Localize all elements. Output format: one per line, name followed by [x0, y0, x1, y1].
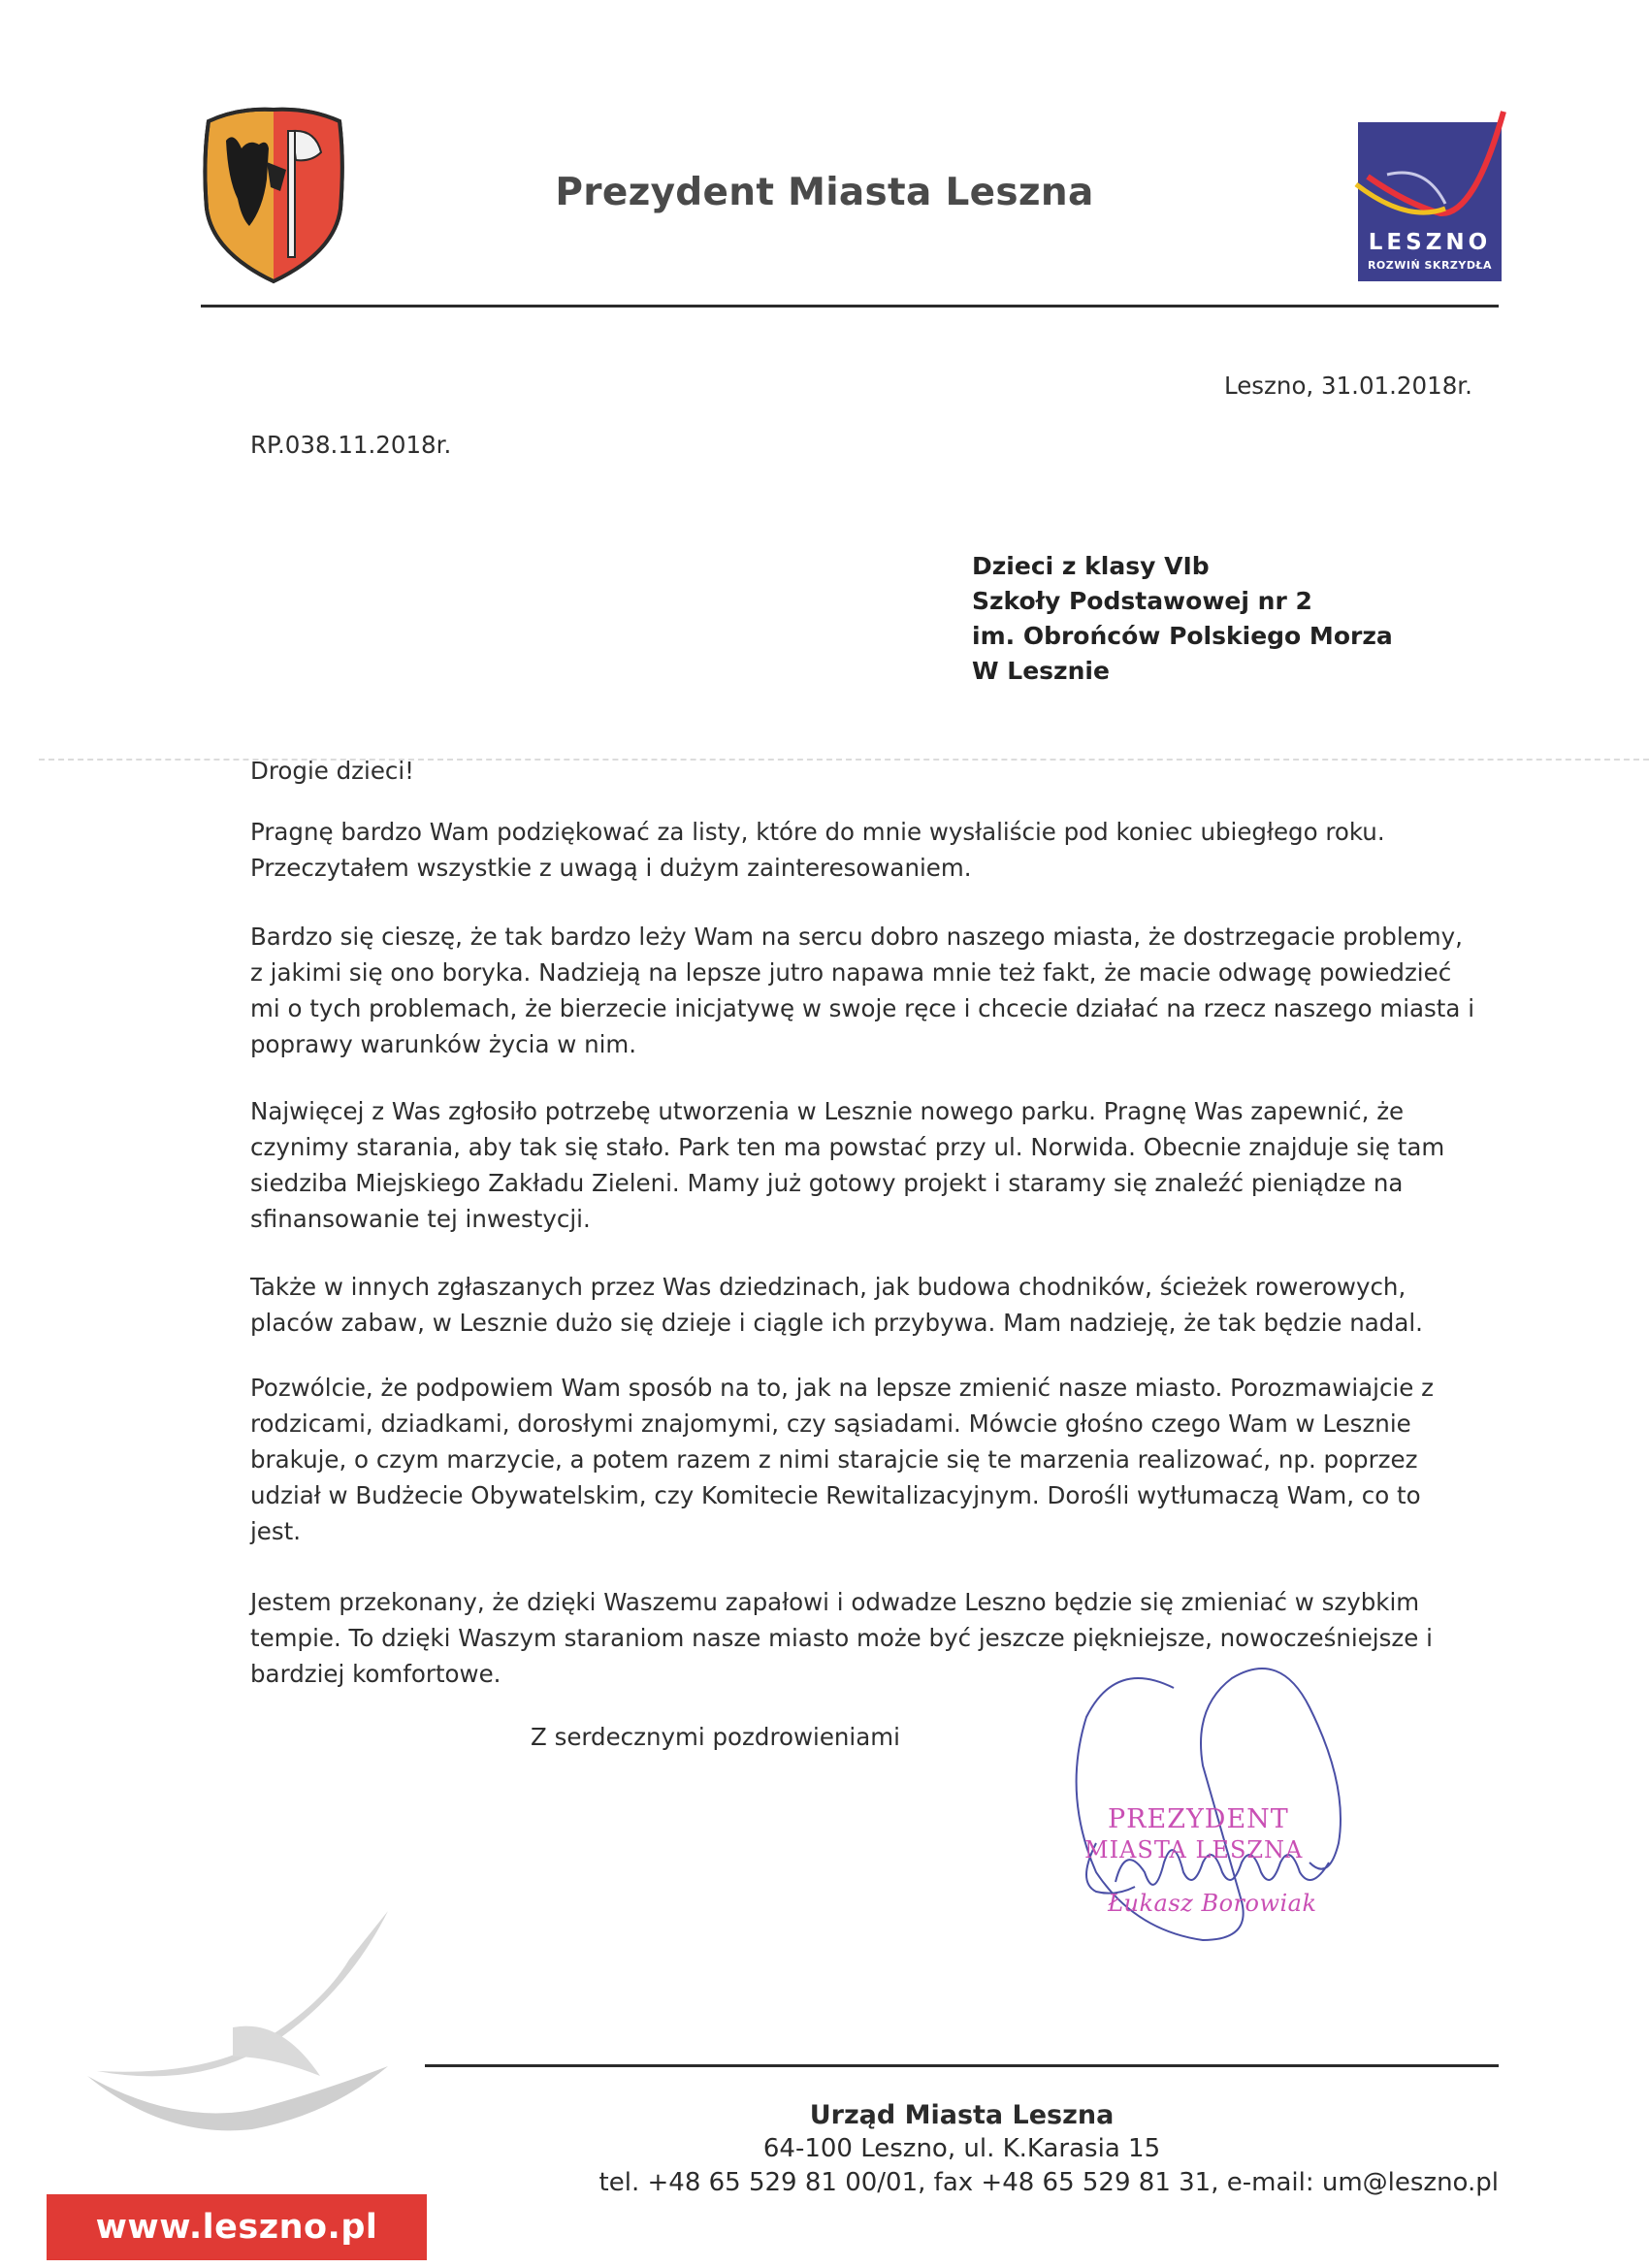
letter-paragraph: [250, 919, 1475, 1062]
stamp-city: MIASTA LESZNA: [1084, 1836, 1304, 1863]
paragraph-line: udział w Budżecie Obywatelskim, czy Komitecie Rewitalizacyjnym. Dorośli wytłumaczą Wam, co to: [250, 1481, 1421, 1509]
stamp-title: PREZYDENT: [1108, 1804, 1289, 1834]
office-address: 64-100 Leszno, ul. K.Karasia 15: [762, 2134, 1161, 2163]
paragraph-line: rodzicami, dziadkami, dorosłymi znajomymi, czy sąsiadami. Mówcie głośno czego Wam w Lesznie: [250, 1409, 1411, 1438]
greeting: Drogie dzieci!: [250, 757, 414, 785]
website-link[interactable]: www.leszno.pl: [95, 2208, 378, 2247]
paragraph-line: siedziba Miejskiego Zakładu Zieleni. Mamy już gotowy projekt i staramy się znaleźć pieniądze na: [250, 1169, 1404, 1197]
footer-divider: [425, 2064, 1499, 2067]
paragraph-line: tempie. To dzięki Waszym staraniom nasze miasto może być jeszcze piękniejsze, nowocześniejsze i: [250, 1624, 1433, 1652]
letter-paragraph: [250, 1370, 1472, 1549]
letter-paragraph: [250, 1269, 1472, 1341]
paragraph-line: Pragnę bardzo Wam podziękować za listy, które do mnie wysłaliście pod koniec ubiegłego roku.: [250, 818, 1385, 846]
paragraph-line: jest.: [250, 1517, 302, 1545]
letter-paragraph: [250, 814, 1472, 886]
closing-phrase: Z serdecznymi pozdrowieniami: [531, 1723, 900, 1751]
reference-number: RP.038.11.2018r.: [250, 431, 452, 459]
recipient-line: im. Obrońców Polskiego Morza: [972, 622, 1393, 650]
recipient-line: Dzieci z klasy VIb: [972, 552, 1210, 580]
paragraph-line: Bardzo się cieszę, że tak bardzo leży Wam na sercu dobro naszego miasta, że dostrzegacie problemy,: [250, 923, 1463, 951]
header-divider: [201, 305, 1499, 308]
leszno-logo: [1358, 107, 1502, 281]
letterhead-title: Prezydent Miasta Leszna: [555, 171, 1094, 214]
website-badge: [47, 2194, 427, 2260]
paragraph-line: bardziej komfortowe.: [250, 1660, 501, 1688]
wings-icon: [1348, 107, 1508, 223]
paragraph-line: sfinansowanie tej inwestycji.: [250, 1205, 591, 1233]
office-contact: tel. +48 65 529 81 00/01, fax +48 65 529 81 31, e-mail: um@leszno.pl: [598, 2168, 1499, 2197]
recipient-line: Szkoły Podstawowej nr 2: [972, 587, 1312, 615]
recipient-line: W Lesznie: [972, 657, 1110, 685]
paragraph-line: Przeczytałem wszystkie z uwagą i dużym zainteresowaniem.: [250, 854, 972, 882]
paragraph-line: brakuje, o czym marzycie, a potem razem z nimi starajcie się te marzenia realizować, np. poprzez: [250, 1445, 1418, 1474]
stamp-name: Łukasz Borowiak: [1108, 1890, 1317, 1917]
paragraph-line: poprawy warunków życia w nim.: [250, 1030, 637, 1058]
paragraph-line: Pozwólcie, że podpowiem Wam sposób na to, jak na lepsze zmienić nasze miasto. Porozmawiajcie z: [250, 1374, 1434, 1402]
swoosh-watermark-icon: [58, 1901, 407, 2154]
paragraph-line: mi o tych problemach, że bierzecie inicjatywę w swoje ręce i chcecie działać na rzecz naszego miasta i: [250, 994, 1475, 1022]
letter-paragraph: [250, 1093, 1472, 1237]
paragraph-line: placów zabaw, w Lesznie dużo się dzieje i ciągle ich przybywa. Mam nadzieję, że tak będzie nadal.: [250, 1309, 1423, 1337]
logo-wordmark: LESZNO: [1368, 230, 1492, 255]
paragraph-line: Najwięcej z Was zgłosiło potrzebę utworzenia w Lesznie nowego parku. Pragnę Was zapewnić, że: [250, 1097, 1405, 1125]
letter-date: Leszno, 31.01.2018r.: [1224, 372, 1472, 400]
paragraph-line: Jestem przekonany, że dzięki Waszemu zapałowi i odwadze Leszno będzie się zmieniać w szybkim: [250, 1588, 1420, 1616]
office-name: Urząd Miasta Leszna: [809, 2100, 1115, 2130]
paragraph-line: Także w innych zgłaszanych przez Was dziedzinach, jak budowa chodników, ścieżek rowerowych,: [250, 1273, 1406, 1301]
paragraph-line: z jakimi się ono boryka. Nadzieją na lepsze jutro napawa mnie też fakt, że macie odwagę powiedzieć: [250, 958, 1452, 987]
paragraph-line: czynimy starania, aby tak się stało. Park ten ma powstać przy ul. Norwida. Obecnie znajduje się tam: [250, 1133, 1445, 1161]
logo-tagline: ROZWIŃ SKRZYDŁA: [1367, 259, 1493, 272]
